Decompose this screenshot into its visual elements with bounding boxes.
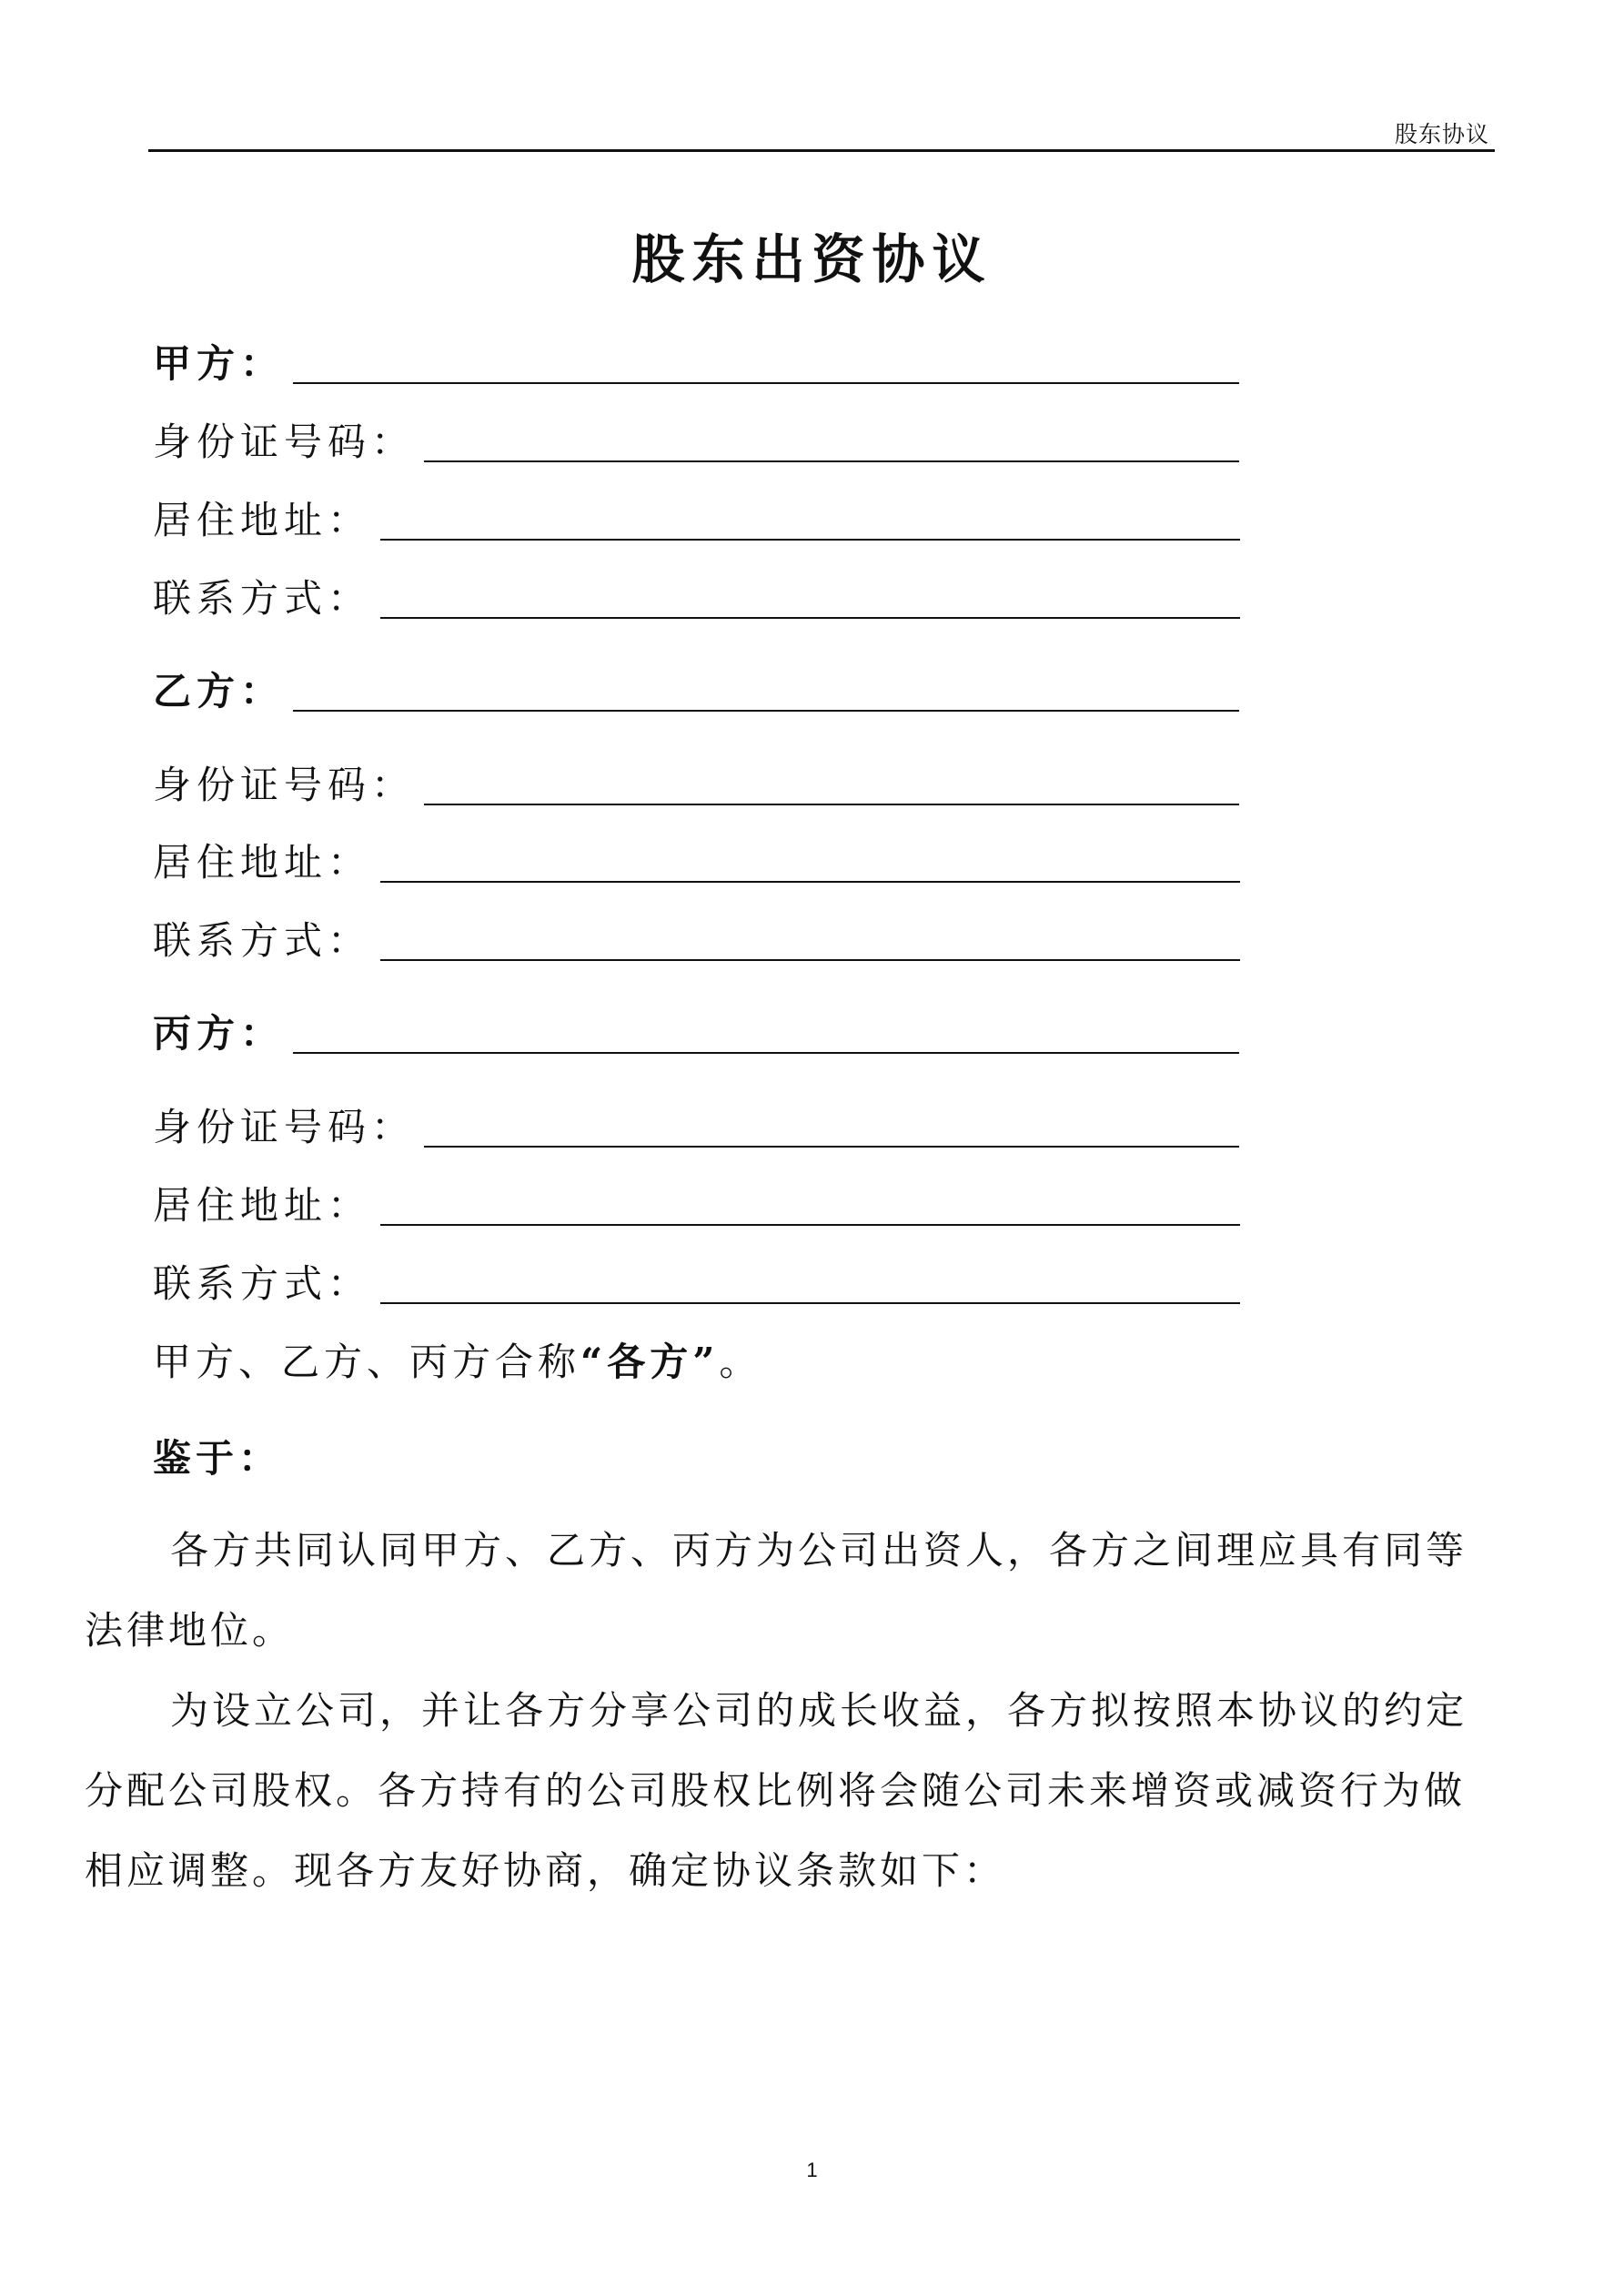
- collective-prefix: 甲方、乙方、丙方合称: [153, 1340, 581, 1384]
- party-b-address-line[interactable]: [380, 881, 1240, 883]
- document-title: 股东出资协议: [631, 228, 993, 290]
- party-b-contact-line[interactable]: [380, 959, 1240, 961]
- party-a-address-field[interactable]: [153, 493, 1240, 548]
- whereas-paragraph-1: 各方共同认同甲方、乙方、丙方为公司出资人，各方之间理应具有同等法律地位。: [85, 1528, 1468, 1653]
- party-a-id-field[interactable]: [153, 415, 1239, 470]
- party-a-name-label: 甲方：: [153, 341, 285, 386]
- party-c-contact-line[interactable]: [380, 1302, 1240, 1304]
- party-c-name-line[interactable]: [293, 1052, 1239, 1054]
- party-c-name-field[interactable]: [153, 1006, 1239, 1061]
- party-a-name-field[interactable]: [153, 337, 1239, 391]
- party-b-name-line[interactable]: [293, 710, 1239, 712]
- party-b-contact-field[interactable]: [153, 914, 1240, 968]
- party-a-id-label: 身份证号码：: [153, 420, 416, 464]
- party-b-contact-label: 联系方式：: [153, 918, 372, 963]
- party-a-id-line[interactable]: [424, 460, 1239, 462]
- collective-term-sentence: [153, 1335, 762, 1390]
- party-b-name-field[interactable]: [153, 664, 1239, 719]
- collective-term: 各方: [607, 1340, 693, 1384]
- whereas-heading: 鉴于：: [153, 1436, 282, 1481]
- collective-open-quote: “: [580, 1340, 608, 1384]
- party-b-address-field[interactable]: [153, 835, 1240, 890]
- collective-suffix: 。: [719, 1340, 762, 1384]
- party-b-address-label: 居住地址：: [153, 840, 372, 885]
- party-c-id-label: 身份证号码：: [153, 1105, 416, 1149]
- party-a-contact-field[interactable]: [153, 571, 1240, 626]
- party-c-address-field[interactable]: [153, 1178, 1240, 1233]
- party-b-id-line[interactable]: [424, 804, 1239, 805]
- whereas-paragraph-2: 为设立公司，并让各方分享公司的成长收益，各方拟按照本协议的约定分配公司股权。各方持有的公司股权比例将会随公司未来增资或减资行为做相应调整。现各方友好协商，确定协议条款如下：: [85, 1688, 1468, 1893]
- party-b-id-label: 身份证号码：: [153, 763, 416, 807]
- party-c-address-label: 居住地址：: [153, 1183, 372, 1228]
- party-a-contact-line[interactable]: [380, 617, 1240, 619]
- party-a-address-label: 居住地址：: [153, 498, 372, 542]
- party-a-contact-label: 联系方式：: [153, 576, 372, 621]
- party-b-id-field[interactable]: [153, 758, 1239, 813]
- collective-close-quote: ”: [692, 1340, 720, 1384]
- party-c-id-field[interactable]: [153, 1100, 1239, 1155]
- party-c-address-line[interactable]: [380, 1224, 1240, 1226]
- party-b-name-label: 乙方：: [153, 669, 285, 713]
- party-a-address-line[interactable]: [380, 539, 1240, 541]
- party-c-contact-field[interactable]: [153, 1257, 1240, 1311]
- page-number: 1: [806, 2159, 818, 2181]
- party-a-name-line[interactable]: [293, 382, 1239, 384]
- party-c-name-label: 丙方：: [153, 1011, 285, 1056]
- party-c-id-line[interactable]: [424, 1146, 1239, 1148]
- running-header: 股东协议: [1394, 121, 1489, 147]
- party-c-contact-label: 联系方式：: [153, 1261, 372, 1306]
- header-rule: [148, 149, 1495, 152]
